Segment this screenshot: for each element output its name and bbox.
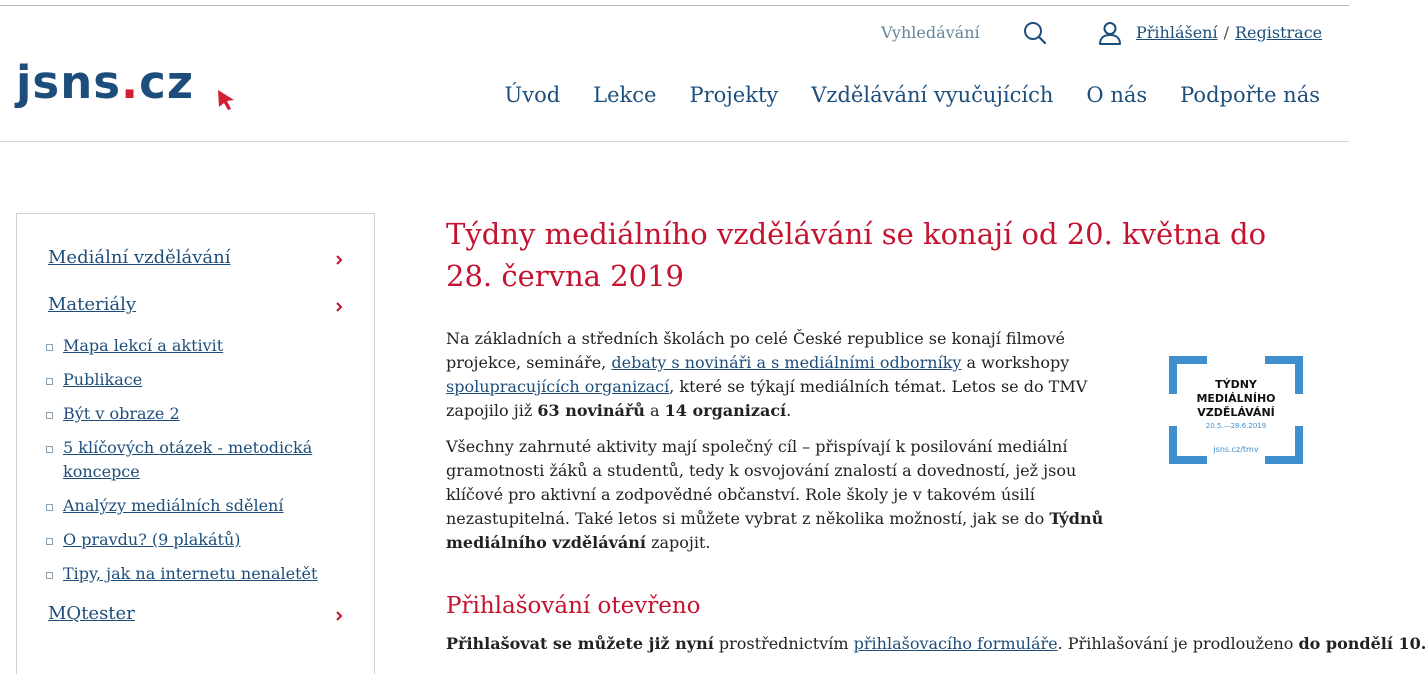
page-title: Týdny mediálního vzdělávání se konají od 20. května do 28. června 2019 [446, 217, 1267, 293]
user-icon [1097, 20, 1123, 46]
sidebar-item-mqtester[interactable]: MQtester [48, 603, 135, 624]
sidebar-menu [16, 213, 375, 674]
badge-line-3: VZDĚLÁVÁNÍ [1197, 406, 1275, 419]
debaty-link[interactable]: debaty s novináři a s mediálními odborníky [611, 353, 962, 372]
organizace-link[interactable]: spolupracujících organizací [446, 377, 670, 396]
list-bullet [46, 446, 53, 453]
site-logo[interactable]: jsns.cz [16, 60, 194, 120]
badge-line-2: MEDIÁLNÍHO [1196, 392, 1276, 405]
list-bullet [46, 504, 53, 511]
article-paragraph: Na základních a středních školách po celé České republice se konají filmové projekce, semináře, debaty s novináři a s mediálními odborníky a workshopy spolupracujících organizací, které se týkají mediálních témat. Letos se do TMV zapojilo již 63 novinářů a 14 organizací. [446, 329, 1088, 420]
section-heading: Přihlašování otevřeno [446, 593, 701, 619]
sidebar-sub-tipy[interactable]: Tipy, jak na internetu nenaletět [63, 564, 318, 583]
sidebar-item-medialni-vzdelavani[interactable]: Mediální vzdělávání [48, 247, 231, 268]
main-navigation [505, 83, 1320, 107]
nav-podporte-nas[interactable]: Podpořte nás [1180, 83, 1320, 107]
register-link[interactable]: Registrace [1234, 23, 1323, 42]
auth-links [1136, 23, 1322, 42]
sidebar-sub-byt-v-obraze[interactable]: Být v obraze 2 [63, 404, 180, 423]
article [446, 213, 1426, 653]
badge-line-1: TÝDNY [1215, 378, 1257, 391]
badge-dates: 20.5.—28.6.2019 [1205, 422, 1267, 430]
article-paragraph: Přihlašovat se můžete již nyní prostřednictvím přihlašovacího formuláře. Přihlašování je prodlouženo do pondělí 10. [446, 634, 1426, 653]
nav-lekce[interactable]: Lekce [593, 83, 657, 107]
list-bullet [46, 344, 53, 351]
badge-url: jsns.cz/tmv [1213, 445, 1259, 454]
nav-uvod[interactable]: Úvod [504, 83, 561, 107]
list-bullet [46, 538, 53, 545]
search-icon[interactable] [1022, 20, 1048, 46]
cursor-arrow-icon [216, 88, 236, 112]
chevron-right-icon[interactable] [333, 301, 345, 313]
article-paragraph: Všechny zahrnuté aktivity mají společný cíl – přispívají k posilování mediální gramotnosti žáků a studentů, tedy k osvojování znalostí a dovedností, jež jsou klíčové pro aktivní a zodpovědné občanství. Role školy je v takovém úsilí nezastupitelná. Také letos si můžete vybrat z několika možností, jak se do Týdnů mediálního vzdělávání zapojit. [446, 437, 1104, 552]
sidebar-sub-o-pravdu[interactable]: O pravdu? (9 plakátů) [63, 530, 241, 549]
sidebar-item-materialy[interactable]: Materiály [48, 294, 137, 315]
tmv-badge-image [1171, 358, 1301, 462]
sidebar-sub-publikace[interactable]: Publikace [63, 370, 143, 389]
nav-o-nas[interactable]: O nás [1086, 83, 1148, 107]
search-label[interactable]: Vyhledávání [881, 23, 980, 42]
chevron-right-icon[interactable] [333, 254, 345, 266]
login-link[interactable]: Přihlášení [1136, 23, 1218, 42]
auth-separator: / [1223, 23, 1229, 42]
site-header [0, 6, 1349, 142]
sidebar-sub-mapa-lekci[interactable]: Mapa lekcí a aktivit [63, 336, 224, 355]
list-bullet [46, 572, 53, 579]
chevron-right-icon[interactable] [333, 610, 345, 622]
sidebar-sub-analyzy[interactable]: Analýzy mediálních sdělení [63, 496, 284, 515]
nav-vzdelavani-vyucujicich[interactable]: Vzdělávání vyučujících [811, 83, 1054, 107]
formular-link[interactable]: přihlašovacího formuláře [853, 634, 1058, 653]
nav-projekty[interactable]: Projekty [689, 83, 779, 107]
list-bullet [46, 412, 53, 419]
list-bullet [46, 378, 53, 385]
sidebar-sub-klicove-otazky[interactable]: 5 klíčových otázek - metodická koncepce [63, 438, 313, 481]
